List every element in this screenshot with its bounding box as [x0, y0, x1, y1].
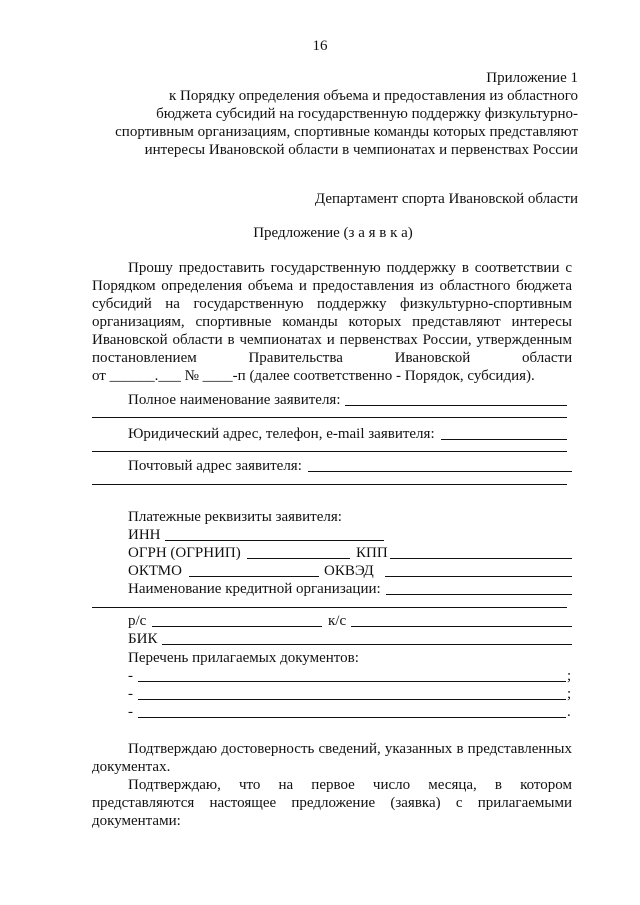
- kpp-label: КПП: [356, 545, 388, 561]
- applicant-name-label: Полное наименование заявителя:: [128, 392, 341, 408]
- rs-label: р/с: [128, 613, 147, 629]
- intro-line: организациям, спортивные команды которых представляют интересы: [92, 314, 572, 330]
- intro-line: постановлением Правительства Ивановской области: [92, 350, 573, 366]
- legal-address-line[interactable]: [441, 439, 567, 440]
- inn-label: ИНН: [128, 527, 161, 543]
- intro-line: субсидий на государственную поддержку физкультурно-спортивным: [92, 296, 572, 312]
- ks-label: к/с: [328, 613, 347, 629]
- confirm-line: представляются настоящее предложение (заявка) с прилагаемыми: [92, 795, 572, 811]
- ogrn-label: ОГРН (ОГРНИП): [128, 545, 241, 561]
- doc-dash: -: [128, 686, 133, 702]
- doc-end: .: [567, 704, 571, 720]
- applicant-name-line-2[interactable]: [92, 417, 567, 418]
- intro-line: от ______.___ № ____-п (далее соответственно - Порядок, субсидия).: [92, 368, 535, 384]
- confirm-line: документах.: [92, 759, 171, 775]
- form-title: Предложение (з а я в к а): [253, 225, 413, 241]
- intro-line: Ивановской области в чемпионатах и первенствах России, утвержденным: [92, 332, 572, 348]
- document-entry-2[interactable]: [138, 699, 566, 700]
- ogrn-field[interactable]: [247, 558, 350, 559]
- okved-field[interactable]: [385, 576, 572, 577]
- okved-label: ОКВЭД: [324, 563, 374, 579]
- inn-field[interactable]: [165, 540, 384, 541]
- document-entry-3[interactable]: [138, 717, 566, 718]
- page-number: 16: [312, 38, 328, 54]
- ks-field[interactable]: [351, 626, 572, 627]
- confirm-line: Подтверждаю достоверность сведений, указанных в представленных: [128, 741, 572, 757]
- applicant-name-line[interactable]: [345, 405, 567, 406]
- confirm-line: документами:: [92, 813, 181, 829]
- rs-field[interactable]: [152, 626, 322, 627]
- postal-address-label: Почтовый адрес заявителя:: [128, 458, 302, 474]
- appendix-line: спортивным организациям, спортивные команды которых представляют: [115, 124, 578, 140]
- doc-end: ;: [567, 668, 572, 684]
- doc-end: ;: [567, 686, 572, 702]
- bank-name-label: Наименование кредитной организации:: [128, 581, 381, 597]
- bank-name-field[interactable]: [386, 594, 572, 595]
- document-entry-1[interactable]: [138, 681, 566, 682]
- legal-address-line-2[interactable]: [92, 451, 567, 452]
- appendix-line: к Порядку определения объема и предоставления из областного: [169, 88, 578, 104]
- bik-label: БИК: [128, 631, 158, 647]
- appendix-title: Приложение 1: [486, 70, 578, 86]
- doc-dash: -: [128, 704, 133, 720]
- documents-list-label: Перечень прилагаемых документов:: [128, 650, 359, 666]
- bik-field[interactable]: [162, 644, 572, 645]
- payment-details-label: Платежные реквизиты заявителя:: [128, 509, 342, 525]
- confirm-line: Подтверждаю, что на первое число месяца, в котором: [128, 777, 572, 793]
- legal-address-label: Юридический адрес, телефон, e-mail заявителя:: [128, 426, 435, 442]
- kpp-field[interactable]: [390, 558, 572, 559]
- intro-line: Прошу предоставить государственную поддержку в соответствии с: [128, 260, 572, 276]
- oktmo-label: ОКТМО: [128, 563, 182, 579]
- appendix-line: интересы Ивановской области в чемпионатах и первенствах России: [144, 142, 578, 158]
- intro-line: Порядком определения объема и предоставления из областного бюджета: [92, 278, 572, 294]
- bank-name-field-2[interactable]: [92, 607, 567, 608]
- postal-address-line-2[interactable]: [92, 484, 567, 485]
- doc-dash: -: [128, 668, 133, 684]
- appendix-line: бюджета субсидий на государственную поддержку физкультурно-: [156, 106, 578, 122]
- oktmo-field[interactable]: [189, 576, 319, 577]
- addressee: Департамент спорта Ивановской области: [314, 191, 578, 207]
- postal-address-line[interactable]: [308, 471, 572, 472]
